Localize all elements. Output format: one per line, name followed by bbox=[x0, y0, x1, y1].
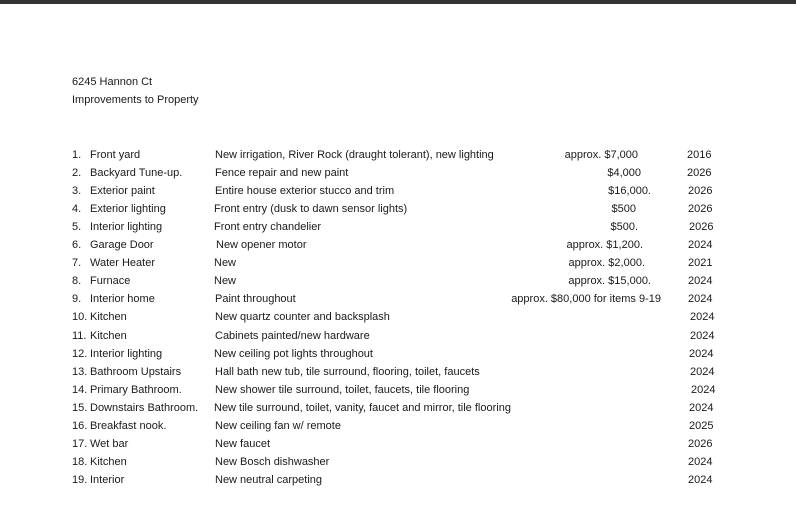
item-area: Kitchen bbox=[90, 455, 127, 468]
item-number: 19. bbox=[72, 473, 88, 486]
item-cost: $500. bbox=[610, 221, 638, 234]
item-area: Interior home bbox=[90, 293, 155, 306]
item-description: Entire house exterior stucco and trim bbox=[215, 185, 395, 198]
item-area: Primary Bathroom. bbox=[90, 383, 182, 396]
list-item bbox=[0, 473, 796, 491]
item-number: 1. bbox=[72, 149, 82, 161]
item-area: Kitchen bbox=[90, 329, 127, 342]
list-item bbox=[0, 437, 796, 455]
item-year: 2024 bbox=[688, 275, 713, 288]
document-title: Improvements to Property bbox=[72, 94, 199, 106]
list-item bbox=[0, 256, 796, 274]
list-item bbox=[0, 347, 796, 365]
item-description: New irrigation, River Rock (draught tolerant), new lighting bbox=[215, 149, 494, 161]
item-cost: approx. $1,200. bbox=[566, 239, 643, 252]
list-item bbox=[0, 184, 796, 202]
item-area: Wet bar bbox=[90, 437, 129, 450]
list-item bbox=[0, 310, 796, 328]
item-description: Hall bath new tub, tile surround, flooring, toilet, faucets bbox=[215, 365, 480, 378]
list-item bbox=[0, 166, 796, 184]
list-item bbox=[0, 238, 796, 256]
item-number: 15. bbox=[72, 401, 88, 414]
item-area: Bathroom Upstairs bbox=[90, 365, 182, 378]
item-number: 11. bbox=[72, 329, 87, 342]
list-item bbox=[0, 383, 796, 401]
item-area: Front yard bbox=[90, 149, 141, 161]
item-area: Downstairs Bathroom. bbox=[90, 401, 199, 414]
list-item bbox=[0, 401, 796, 419]
list-item bbox=[0, 365, 796, 383]
item-year: 2024 bbox=[690, 365, 715, 378]
item-number: 13. bbox=[72, 365, 88, 378]
item-year: 2024 bbox=[690, 311, 715, 324]
item-year: 2024 bbox=[688, 455, 713, 468]
item-number: 7. bbox=[72, 257, 82, 270]
item-year: 2016 bbox=[687, 149, 712, 161]
item-area: Water Heater bbox=[90, 257, 156, 270]
item-number: 14. bbox=[72, 383, 88, 396]
item-year: 2024 bbox=[688, 239, 713, 252]
item-number: 10. bbox=[72, 311, 88, 324]
item-area: Interior lighting bbox=[90, 221, 163, 234]
item-year: 2025 bbox=[689, 419, 714, 432]
item-year: 2026 bbox=[688, 203, 713, 216]
item-year: 2024 bbox=[688, 293, 713, 306]
item-description: New bbox=[214, 257, 237, 270]
list-item bbox=[0, 220, 796, 238]
item-description: New bbox=[214, 275, 237, 288]
item-number: 17. bbox=[72, 437, 88, 450]
item-year: 2026 bbox=[687, 167, 712, 180]
item-description: New tile surround, toilet, vanity, faucet and mirror, tile flooring bbox=[214, 401, 511, 414]
item-description: New faucet bbox=[215, 437, 271, 450]
item-description: New neutral carpeting bbox=[215, 473, 323, 486]
list-item bbox=[0, 292, 796, 310]
item-year: 2026 bbox=[688, 185, 713, 198]
item-year: 2024 bbox=[689, 347, 714, 360]
item-description: Paint throughout bbox=[215, 293, 296, 306]
item-number: 12. bbox=[72, 347, 88, 360]
item-area: Garage Door bbox=[90, 239, 154, 252]
item-number: 8. bbox=[72, 275, 82, 288]
item-description: New quartz counter and backsplash bbox=[215, 311, 390, 324]
item-area: Exterior paint bbox=[90, 185, 155, 198]
item-area: Exterior lighting bbox=[90, 203, 166, 216]
item-year: 2024 bbox=[689, 401, 714, 414]
item-year: 2024 bbox=[691, 383, 716, 396]
item-year: 2026 bbox=[688, 437, 713, 450]
item-number: 5. bbox=[72, 221, 82, 234]
item-cost: $16,000. bbox=[608, 185, 651, 198]
item-cost: approx. $2,000. bbox=[568, 257, 645, 270]
item-cost: $4,000 bbox=[607, 167, 641, 180]
item-description: New ceiling pot lights throughout bbox=[214, 347, 373, 360]
list-item bbox=[0, 274, 796, 292]
item-description: New Bosch dishwasher bbox=[215, 455, 330, 468]
item-description: New shower tile surround, toilet, faucets, tile flooring bbox=[215, 383, 470, 396]
item-area: Interior lighting bbox=[90, 347, 163, 360]
item-number: 3. bbox=[72, 185, 82, 198]
item-description: Fence repair and new paint bbox=[215, 167, 349, 180]
item-description: Front entry (dusk to dawn sensor lights) bbox=[214, 203, 408, 216]
item-area: Furnace bbox=[90, 275, 131, 288]
item-area: Backyard Tune-up. bbox=[90, 167, 183, 180]
item-description: New opener motor bbox=[216, 239, 307, 252]
item-year: 2024 bbox=[690, 329, 715, 342]
item-number: 4. bbox=[72, 203, 82, 216]
item-number: 18. bbox=[72, 455, 88, 468]
item-cost: approx. $80,000 for items 9-19 bbox=[511, 293, 661, 306]
item-number: 9. bbox=[72, 293, 82, 306]
item-description: Front entry chandelier bbox=[214, 221, 321, 234]
item-cost: $500 bbox=[611, 203, 636, 216]
item-number: 16. bbox=[72, 419, 88, 432]
list-item bbox=[0, 148, 796, 166]
list-item bbox=[0, 455, 796, 473]
item-number: 6. bbox=[72, 239, 82, 252]
item-number: 2. bbox=[72, 167, 82, 180]
item-cost: approx. $7,000 bbox=[564, 149, 638, 161]
item-cost: approx. $15,000. bbox=[568, 275, 651, 288]
property-address: 6245 Hannon Ct bbox=[72, 76, 153, 88]
item-year: 2024 bbox=[688, 473, 713, 486]
list-item bbox=[0, 329, 796, 347]
item-year: 2021 bbox=[688, 257, 713, 270]
item-description: New ceiling fan w/ remote bbox=[215, 419, 341, 432]
list-item bbox=[0, 202, 796, 220]
item-area: Breakfast nook. bbox=[90, 419, 167, 432]
list-item bbox=[0, 419, 796, 437]
item-area: Kitchen bbox=[90, 311, 127, 324]
item-year: 2026 bbox=[689, 221, 714, 234]
item-description: Cabinets painted/new hardware bbox=[215, 329, 370, 342]
item-area: Interior bbox=[90, 473, 125, 486]
